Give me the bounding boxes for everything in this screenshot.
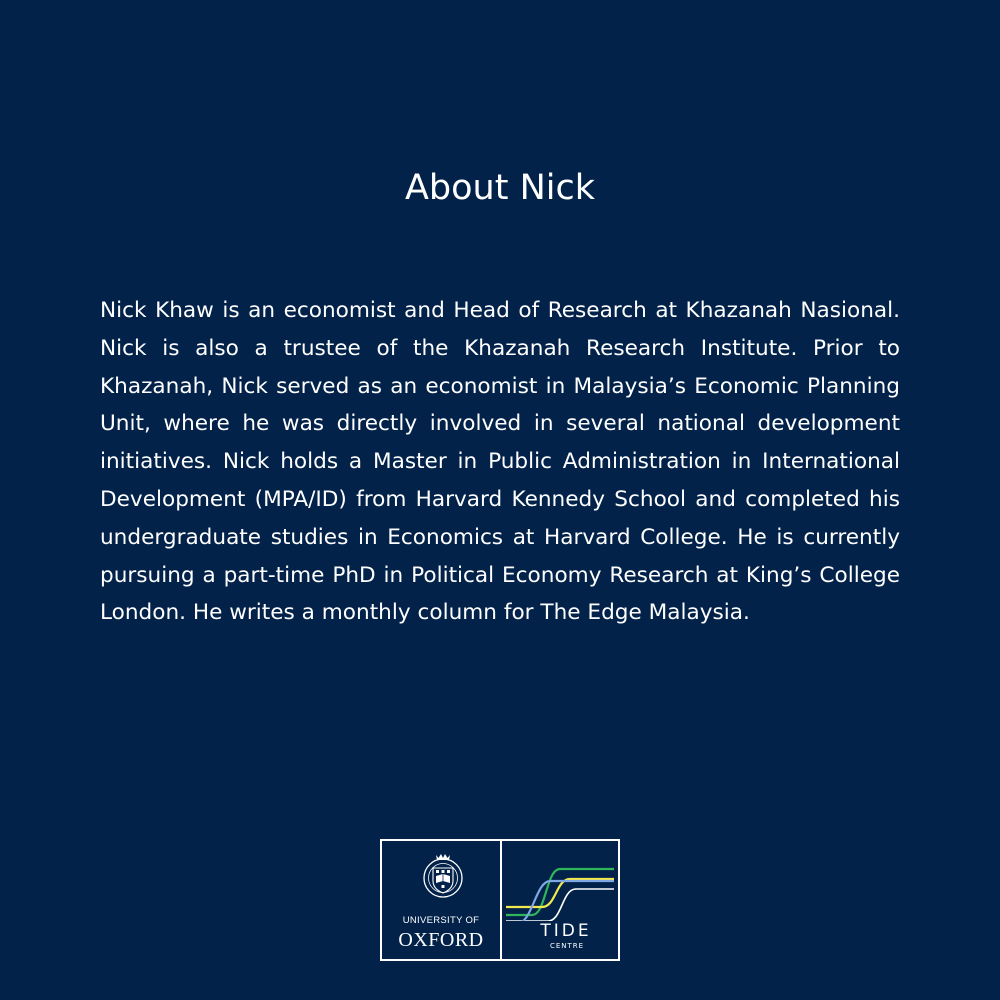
oxford-logo-line1: UNIVERSITY OF — [402, 915, 480, 926]
partner-logos — [380, 839, 620, 961]
oxford-crest-icon — [422, 851, 464, 905]
tide-logo-subtitle: CENTRE — [549, 942, 585, 950]
tide-logo-name: TIDE — [540, 921, 592, 941]
oxford-logo-line2: OXFORD — [398, 929, 484, 951]
oxford-logo — [380, 839, 502, 961]
wave-lines-icon — [502, 851, 618, 921]
page-title: About Nick — [404, 168, 596, 208]
bio-paragraph: Nick Khaw is an economist and Head of Research at Khazanah Nasional. Nick is also a trustee of the Khazanah Research Institute. Prior to Khazanah, Nick served as an economist in Malaysia’s Economic Planning Unit, where he was directly involved in several national development initiatives. Nick holds a Master in Public Administration in International Development (MPA/ID) from Harvard Kennedy School and completed his undergraduate studies in Economics at Harvard College. He is currently pursuing a part-time PhD in Political Economy Research at King’s College London. He writes a monthly column for The Edge Malaysia. — [100, 298, 900, 626]
tide-centre-logo — [500, 839, 620, 961]
